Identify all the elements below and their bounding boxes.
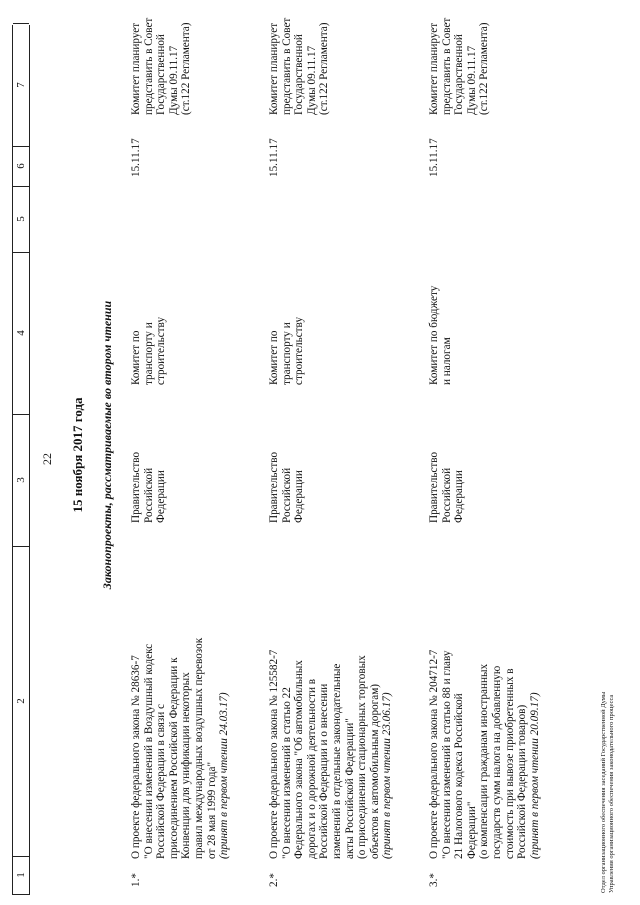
- bill-title-line: государств сумм налога на добавленную: [490, 665, 503, 859]
- first-reading-note: (принят в первом чтении 20.09.17): [528, 692, 541, 859]
- initiator-line: Правительство: [268, 451, 280, 523]
- review-date: 15.11.17: [268, 138, 280, 177]
- bill-title-line: Российской Федерации в связи с: [155, 703, 168, 859]
- initiator-line: Федерации: [293, 470, 306, 523]
- first-reading-note: (принят в первом чтении 24.03.17): [218, 692, 231, 859]
- section-heading: Законопроекты, рассматриваемые во втором чтении: [100, 300, 114, 590]
- committee-line: строительству: [293, 316, 306, 385]
- initiator-line: Федерации: [453, 470, 466, 523]
- bill-title-line: Федерации": [465, 801, 478, 859]
- committee: [428, 285, 453, 385]
- committee-line: Комитет по бюджету: [428, 285, 440, 385]
- footer-note: [600, 692, 616, 893]
- bill-title-line: стоимость при вывозе приобретенных в: [503, 668, 516, 859]
- review-date: 15.11.17: [130, 138, 142, 177]
- committee: [130, 285, 168, 385]
- column-number-header: [12, 25, 30, 895]
- decision-line: представить в Совет: [440, 17, 453, 115]
- bill-title-line: "О внесении изменений в Воздушный кодекс: [142, 643, 155, 859]
- initiator-line: Российской: [440, 467, 453, 523]
- bill-title-line: изменений в отдельные законодательные: [330, 663, 343, 859]
- decision: [130, 5, 193, 115]
- column-number: 6: [13, 146, 29, 187]
- decision-line: представить в Совет: [280, 17, 293, 115]
- bill-title-line: "О внесении изменений в статью 22: [280, 687, 293, 859]
- decision-line: Думы 09.11.17: [167, 45, 180, 115]
- committee-line: строительству: [155, 316, 168, 385]
- row-number: 2.*: [268, 873, 280, 887]
- decision-line: (ст.122 Регламента): [478, 22, 491, 115]
- decision: [268, 5, 331, 115]
- decision-line: Комитет планирует: [130, 22, 142, 115]
- bill-title-line: О проекте федерального закона № 125582-7: [268, 649, 280, 859]
- initiator-line: Правительство: [428, 451, 440, 523]
- decision-line: Комитет планирует: [428, 22, 440, 115]
- initiator: [428, 433, 466, 523]
- bill-title: [130, 559, 231, 859]
- bill-title-line: "О внесении изменений в статью 88 и главу: [440, 650, 453, 859]
- footer-line: Отдел организационного обеспечения заседаний Государственной Думы: [600, 691, 607, 893]
- committee: [268, 285, 306, 385]
- bill-title-line: присоединением Российской Федерации к: [167, 657, 180, 859]
- column-number: 4: [13, 252, 29, 415]
- bill-title-line: акты Российской Федерации": [343, 718, 356, 859]
- page-number: 22: [40, 453, 54, 465]
- bill-title-line: (о присоединении стационарных торговых: [356, 655, 369, 859]
- bill-title-line: 21 Налогового кодекса Российской: [453, 693, 466, 859]
- column-number: 7: [13, 23, 29, 147]
- decision-line: Думы 09.11.17: [305, 45, 318, 115]
- bill-title-line: Российской Федерации и о внесении: [318, 683, 331, 859]
- committee-line: транспорту и: [142, 322, 155, 385]
- decision-line: Государственной: [453, 34, 466, 115]
- bill-title-line: объектов к автомобильным дорогам): [368, 683, 381, 859]
- column-number: 2: [13, 546, 29, 857]
- bill-title-line: дорогах и о дорожной деятельности в: [305, 678, 318, 859]
- review-date: 15.11.17: [428, 138, 440, 177]
- decision-line: (ст.122 Регламента): [180, 22, 193, 115]
- committee-line: транспорту и: [280, 322, 293, 385]
- column-number: 3: [13, 414, 29, 547]
- row-number: 1.*: [130, 873, 142, 887]
- column-number: 5: [13, 186, 29, 253]
- bill-title-line: О проекте федерального закона № 204712-7: [428, 649, 440, 859]
- decision-line: Государственной: [155, 34, 168, 115]
- initiator: [130, 433, 168, 523]
- initiator-line: Российской: [280, 467, 293, 523]
- decision-line: Государственной: [293, 34, 306, 115]
- bill-title-line: от 28 мая 1999 года": [205, 761, 218, 859]
- decision-line: Думы 09.11.17: [465, 45, 478, 115]
- initiator-line: Правительство: [130, 451, 142, 523]
- footer-line: Управления организационного обеспечения законодательного процесса: [608, 694, 615, 893]
- committee-line: Комитет по: [268, 330, 280, 385]
- decision: [428, 5, 491, 115]
- bill-title-line: Конвенции для унификации некоторых: [180, 672, 193, 859]
- bill-title-line: Федерального закона "Об автомобильных: [293, 660, 306, 859]
- row-number: 3.*: [428, 873, 440, 887]
- column-number: 1: [13, 856, 29, 895]
- committee-line: Комитет по: [130, 330, 142, 385]
- bill-title: [428, 559, 541, 859]
- decision-line: (ст.122 Регламента): [318, 22, 331, 115]
- bill-title: [268, 559, 394, 859]
- bill-title-line: (о компенсации гражданам иностранных: [478, 663, 491, 859]
- first-reading-note: (принят в первом чтении 23.06.17): [381, 692, 394, 859]
- decision-line: Комитет планирует: [268, 22, 280, 115]
- bill-title-line: правил международных воздушных перевозок: [192, 637, 205, 859]
- committee-line: и налогам: [440, 337, 453, 385]
- initiator-line: Российской: [142, 467, 155, 523]
- decision-line: представить в Совет: [142, 17, 155, 115]
- bill-title-line: О проекте федерального закона № 28636-7: [130, 655, 142, 859]
- initiator-line: Федерации: [155, 470, 168, 523]
- date-heading: 15 ноября 2017 года: [70, 397, 85, 513]
- bill-title-line: Российской Федерации товаров): [516, 704, 529, 859]
- initiator: [268, 433, 306, 523]
